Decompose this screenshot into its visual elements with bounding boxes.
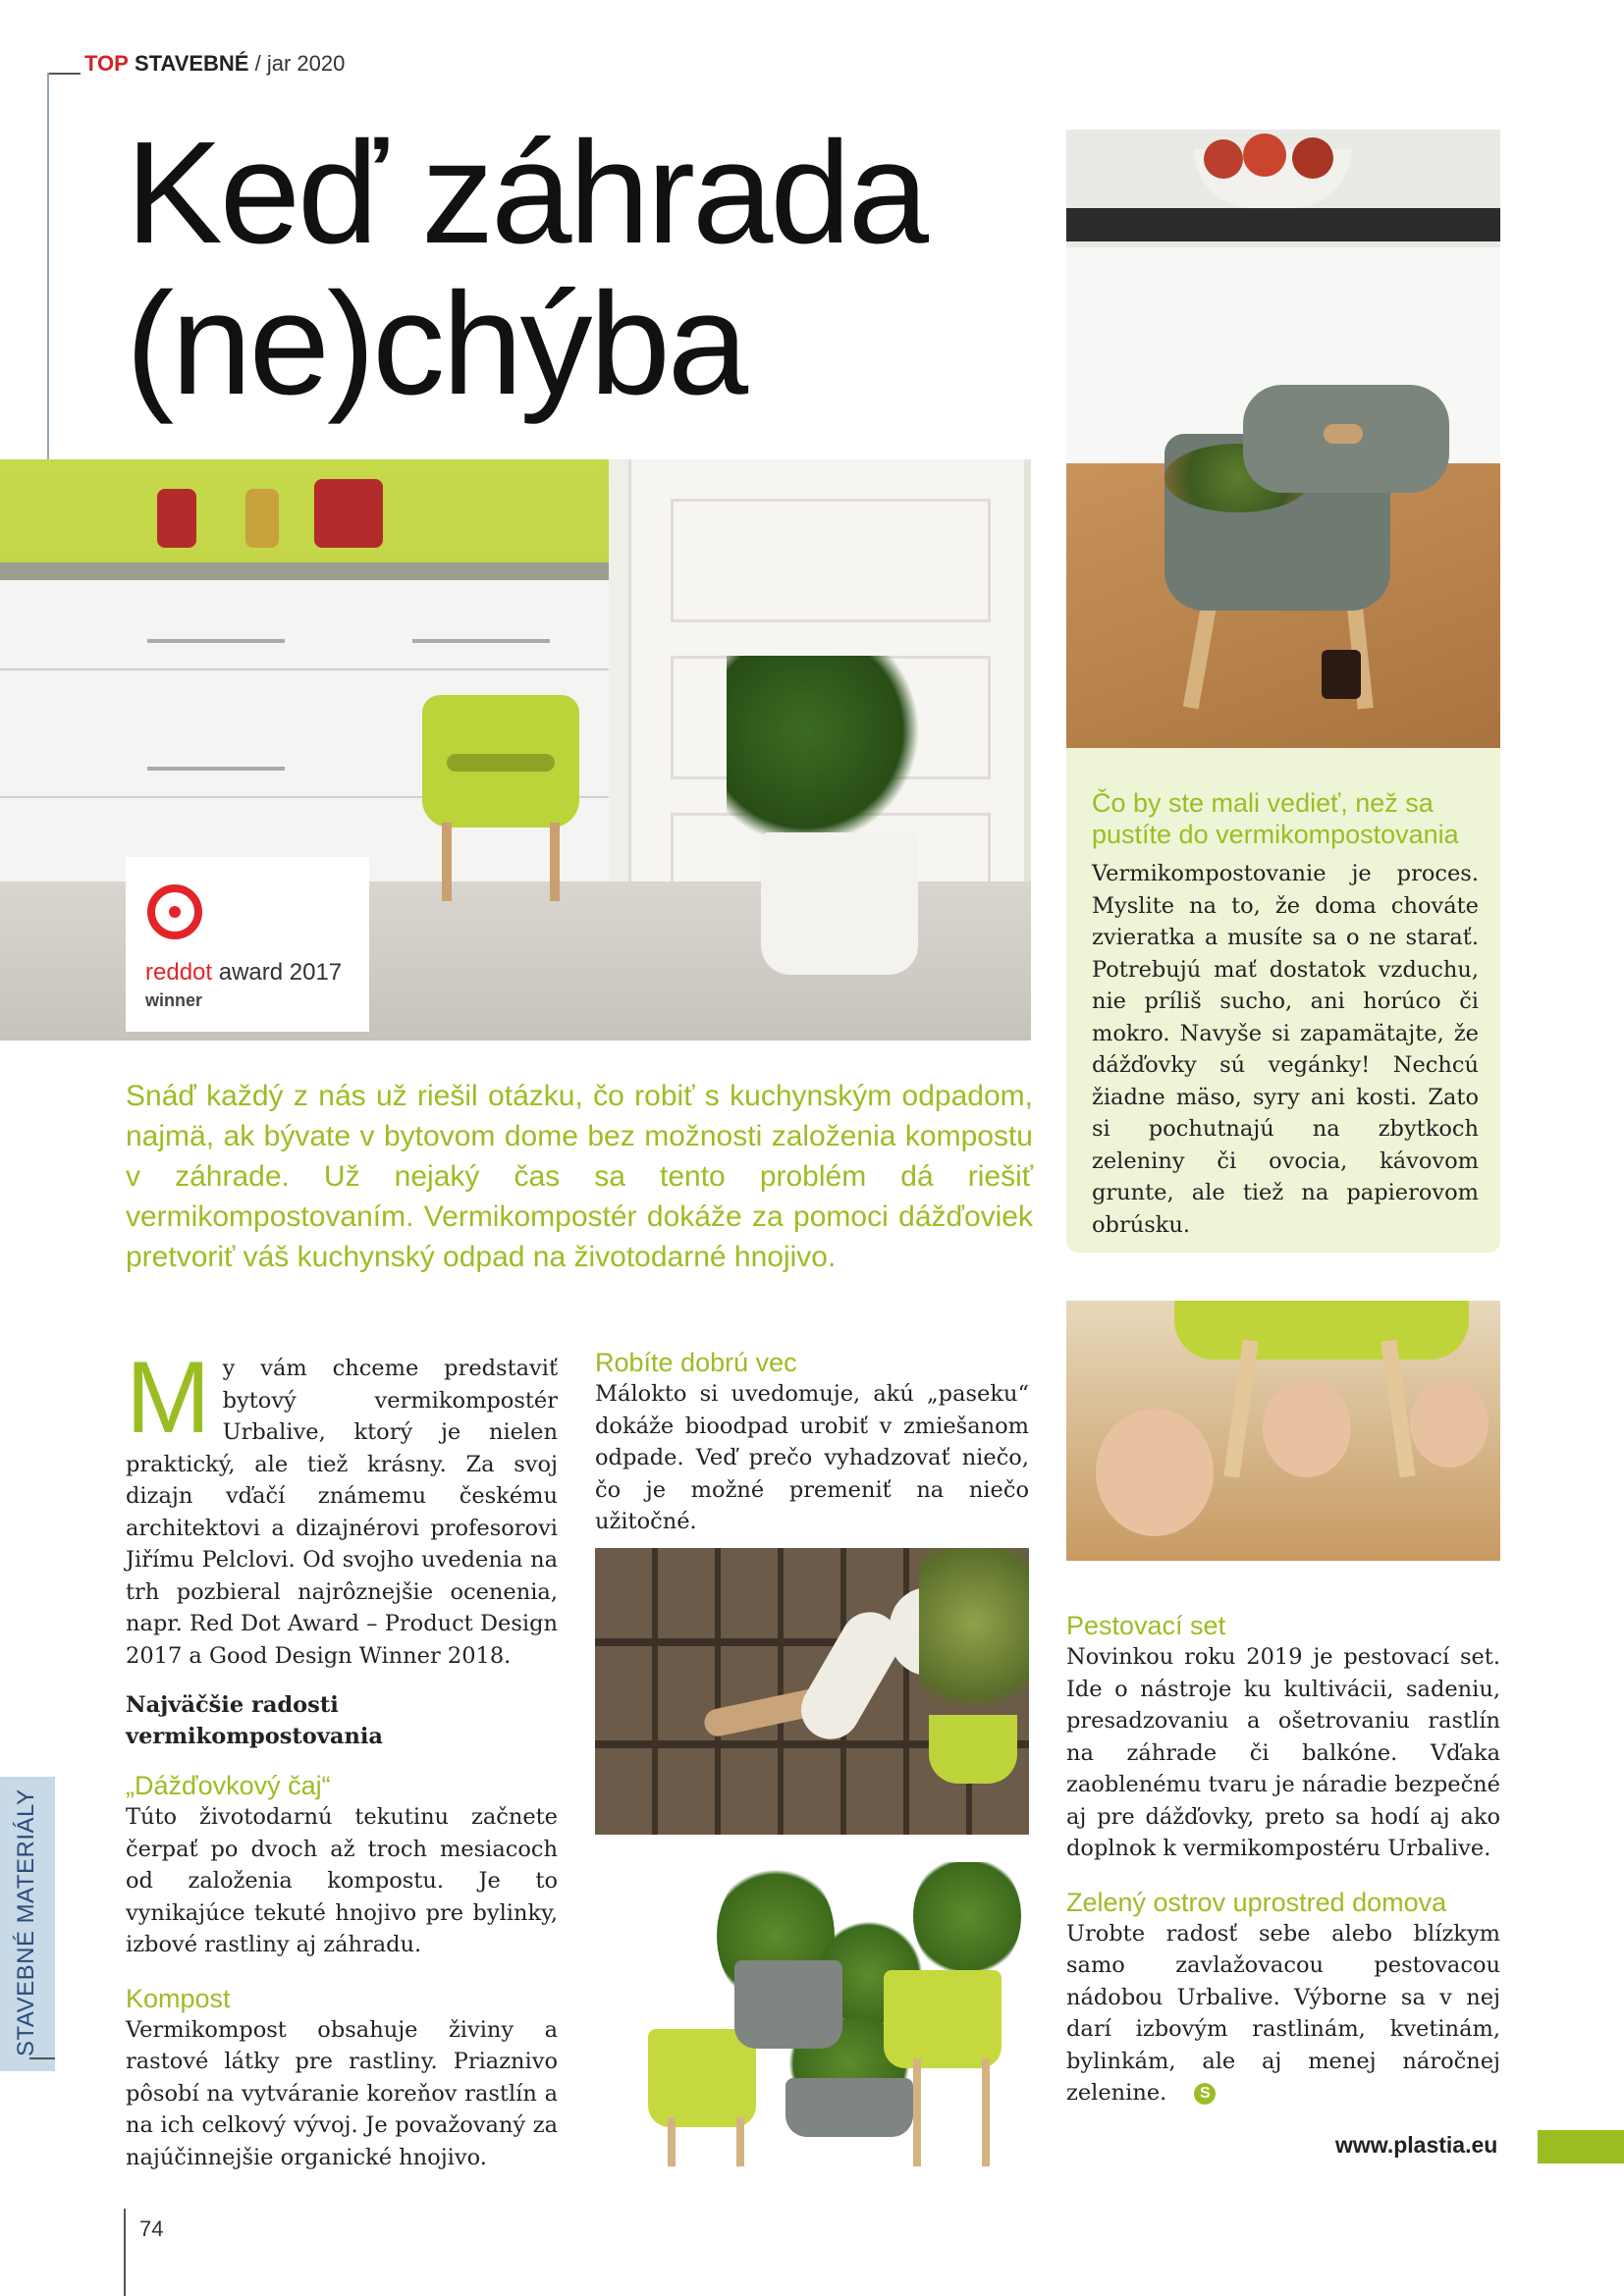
title-line-2: (ne)chýba: [126, 263, 746, 425]
grey-composter-photo: [1066, 130, 1500, 748]
glass: [1322, 650, 1361, 699]
section-tab-label: STAVEBNÉ MATERIÁLY: [13, 1789, 39, 2056]
good-thing-text: Málokto si uvedomuje, akú „paseku“ dokáže bioodpad urobiť v zmiešanom odpade. Veď prečo vyhadzovať niečo, čo je možné premeniť na niečo užitočné.: [595, 1381, 1029, 1534]
page-number: 74: [139, 2216, 164, 2241]
garden-tools-photo: [595, 1548, 1029, 1835]
planters-photo: [628, 1862, 1031, 2166]
title-line-1: Keď záhrada: [126, 112, 926, 274]
footer-url: www.plastia.eu: [1335, 2132, 1498, 2158]
end-mark-icon: S: [1194, 2083, 1216, 2105]
subheading-growing-set: Pestovací set: [1066, 1611, 1226, 1640]
counter-top: [0, 562, 609, 580]
subheading-green-island: Zelený ostrov uprostred domova: [1066, 1887, 1447, 1917]
header-separator: /: [254, 51, 261, 76]
reddot-award-badge: [126, 857, 369, 1032]
column-1: [126, 1341, 558, 2173]
tips-text: Vermikompostovanie je proces. Myslite na to, že doma chováte zvieratka a musíte sa o ne starať. Potrebujú mať dostatok vzduchu, nie príliš sucho, ani horúco či mokro. Navyše si zapamätajte, že dážďovky sú vegánky! Nechcú žiadne mäso, syry ani kosti. Zato si pochutnajú na zbytkoch zeleniny či ovocia, kávovom grunte, ale tiež na papierovom obrúsku.: [1092, 861, 1479, 1238]
header-rule: [47, 73, 81, 75]
drop-cap: M: [126, 1341, 211, 1455]
article-title: [126, 112, 926, 425]
worm-tea-text: Túto životodarnú tekutinu začnete čerpať po dvoch až troch mesiacoch od založenia kompostu. Je to vynikajúce tekuté hnojivo pre bylinky, izbové rastliny aj záhradu.: [126, 1804, 558, 1957]
magazine-header: [84, 51, 345, 77]
tips-box: [1066, 748, 1500, 1253]
brand-rest: STAVEBNÉ: [134, 51, 249, 76]
joys-heading: Najväčšie radosti vermikompostovania: [126, 1692, 383, 1749]
coffee-machine-shape: [314, 479, 383, 548]
subheading-worm-tea: „Dážďovkový čaj“: [126, 1771, 331, 1800]
lead-paragraph: Snáď každý z nás už riešil otázku, čo robiť s kuchynským odpadom, najmä, ak bývate v bytovom dome bez možnosti založenia kompostu v záhrade. Už nejaký čas sa tento problém dá riešiť vermikompostovaním. Vermikompostér dokáže za pomoci dážďoviek pretvoriť váš kuchynský odpad na životodarné hnojivo.: [126, 1080, 1033, 1273]
potted-tree: [727, 656, 923, 842]
issue-label: jar 2020: [266, 51, 346, 76]
compost-text: Vermikompost obsahuje živiny a rastové látky pre rastliny. Priaznivo pôsobí na vytváranie koreňov rastlín a na ich celkový vývoj. Je považovaný za najúčinnejšie organické hnojivo.: [126, 2016, 558, 2170]
award-text: reddot award 2017: [145, 959, 343, 986]
reddot-logo-icon: [147, 884, 202, 939]
column-2: [595, 1347, 1029, 1538]
kettle-shape: [157, 489, 196, 548]
subheading-compost: Kompost: [126, 1983, 231, 2013]
subheading-good-thing: Robíte dobrú vec: [595, 1348, 797, 1377]
column-3: [1066, 1610, 1500, 2109]
section-tab: [0, 1777, 55, 2071]
footer-accent-bar: [1538, 2130, 1624, 2163]
tips-heading: Čo by ste mali vedieť, než sa pustíte do vermikompostovania: [1092, 788, 1459, 849]
award-winner: winner: [145, 990, 203, 1010]
green-island-text: Urobte radosť sebe alebo blízkym samo zavlažovacou pestovacou nádobou Urbalive. Výborne sa v nej darí izbovým rastlinám, kvetinám, bylinkám, ale aj menej náročnej zelenine. S: [1066, 1920, 1500, 2106]
brand-top: TOP: [84, 51, 129, 76]
kettle-shape: [245, 489, 279, 548]
header-vertical-rule: [47, 73, 49, 465]
kids-photo: [1066, 1301, 1500, 1561]
growing-set-text: Novinkou roku 2019 je pestovací set. Ide o nástroje ku kultivácii, sadeniu, presadzovaniu a ošetrovaniu rastlín na záhrade či balkóne. Vďaka zaoblenému tvaru je náradie bezpečné aj pre dážďovky, preto sa hodí aj ako doplnok k vermikompostéru Urbalive.: [1066, 1644, 1500, 1861]
intro-paragraph: My vám chceme predstaviť bytový vermikompostér Urbalive, ktorý je nielen praktický, ale tiež krásny. Za svoj dizajn vďačí známemu českému architektovi a dizajnérovi profesorovi Jiřímu Pelclovi. Od svojho uvedenia na trh pozbieral najrôznejšie ocenenia, napr. Red Dot Award – Product Design 2017 a Good Design Winner 2018.: [126, 1341, 558, 1669]
white-pot: [761, 832, 918, 975]
